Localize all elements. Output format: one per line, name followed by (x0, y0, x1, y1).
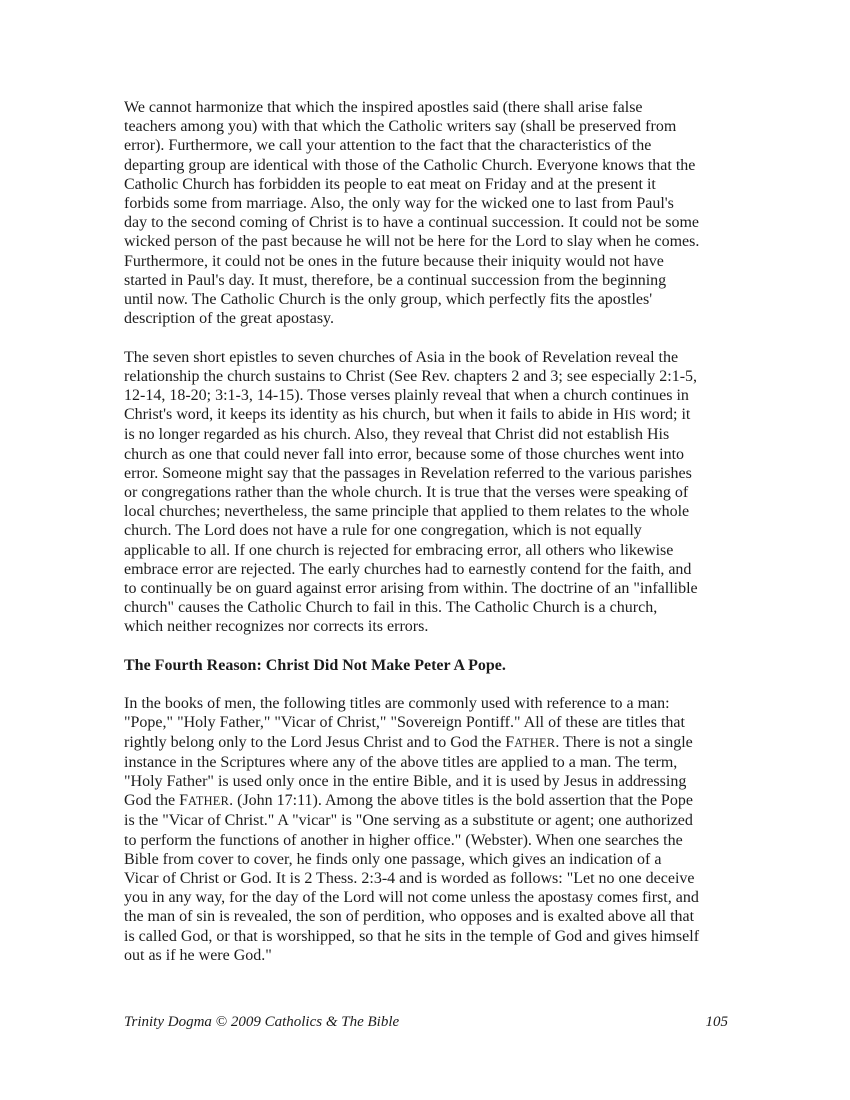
text-line: you in any way, for the day of the Lord will not come unless the apostasy comes first, and (124, 889, 699, 907)
text-line: forbids some from marriage. Also, the only way for the wicked one to last from Paul's (124, 195, 674, 213)
text-line: departing group are identical with those of the Catholic Church. Everyone knows that the (124, 156, 696, 174)
text-line: is called God, or that is worshipped, so that he sits in the temple of God and gives himself (124, 927, 700, 945)
small-caps-text: IS (624, 408, 637, 423)
text-line: local churches; nevertheless, the same principle that applied to them relates to the whole (124, 503, 690, 521)
paragraph-1 (124, 98, 730, 328)
text-line: wicked person of the past because he will not be here for the Lord to slay when he comes. (124, 233, 700, 251)
text-line: error. Someone might say that the passages in Revelation referred to the various parishes (124, 464, 692, 482)
footer-page-number: 105 (705, 1014, 728, 1030)
text-line: The seven short epistles to seven churches of Asia in the book of Revelation reveal the (124, 348, 679, 366)
text-line: day to the second coming of Christ is to have a continual succession. It could not be some (124, 214, 699, 232)
text-line: "Holy Father" is used only once in the entire Bible, and it is used by Jesus in addressing (124, 773, 687, 791)
text-line: "Pope," "Holy Father," "Vicar of Christ," "Sovereign Pontiff." All of these are titles that (124, 714, 685, 732)
paragraph-3 (124, 694, 730, 965)
footer-book-title: Trinity Dogma © 2009 Catholics & The Bible (124, 1014, 400, 1030)
text-line: Christ's word, it keeps its identity as his church, but when it fails to abide in HIS word; it (124, 406, 691, 424)
text-line: to continually be on guard against error arising from within. The doctrine of an "infallible (124, 580, 698, 598)
text-line: God the FATHER. (John 17:11). Among the above titles is the bold assertion that the Pope (124, 792, 693, 810)
text-line: instance in the Scriptures where any of the above titles are applied to a man. The term, (124, 753, 678, 771)
text-line: relationship the church sustains to Christ (See Rev. chapters 2 and 3; see especially 2:1-5, (124, 367, 698, 385)
text-line: out as if he were God." (124, 946, 272, 964)
text-line: church as one that could never fall into error, because some of those churches went into (124, 445, 685, 463)
text-line: We cannot harmonize that which the inspired apostles said (there shall arise false (124, 99, 643, 116)
text-line: started in Paul's day. It must, therefore, be a continual succession from the beginning (124, 271, 667, 289)
text-line: Bible from cover to cover, he finds only one passage, which gives an indication of a (124, 850, 662, 868)
text-line: teachers among you) with that which the Catholic writers say (shall be preserved from (124, 118, 677, 136)
text-line: church. The Lord does not have a rule for one congregation, which is not equally (124, 522, 642, 540)
text-line: until now. The Catholic Church is the only group, which perfectly fits the apostles' (124, 291, 653, 309)
page-footer (124, 1013, 728, 1031)
text-line: which neither recognizes nor corrects its errors. (124, 618, 429, 636)
section-heading: The Fourth Reason: Christ Did Not Make Peter A Pope. (124, 656, 506, 674)
text-line: Vicar of Christ or God. It is 2 Thess. 2:3-4 and is worded as follows: "Let no one deceive (124, 870, 695, 888)
text-line: 12-14, 18-20; 3:1-3, 14-15). Those verses plainly reveal that when a church continues in (124, 387, 689, 405)
text-line: In the books of men, the following titles are commonly used with reference to a man: (124, 695, 670, 713)
text-line: is the "Vicar of Christ." A "vicar" is "One serving as a substitute or agent; one authorized (124, 812, 693, 830)
text-line: Furthermore, it could not be ones in the future because their iniquity would not have (124, 252, 664, 270)
text-line: error). Furthermore, we call your attention to the fact that the characteristics of the (124, 137, 652, 155)
text-line: embrace error are rejected. The early churches had to earnestly contend for the faith, and (124, 560, 692, 578)
page-content (124, 98, 730, 984)
text-line: Catholic Church has forbidden its people to eat meat on Friday and at the present it (124, 175, 656, 193)
text-line: applicable to all. If one church is rejected for embracing error, all others who likewise (124, 541, 674, 559)
text-line: or congregations rather than the whole church. It is true that the verses were speaking of (124, 484, 689, 502)
paragraph-2 (124, 348, 730, 637)
text-line: to perform the functions of another in higher office." (Webster). When one searches the (124, 831, 683, 849)
text-line: rightly belong only to the Lord Jesus Christ and to God the FATHER. There is not a single (124, 733, 693, 751)
text-line: description of the great apostasy. (124, 310, 335, 328)
text-line: is no longer regarded as his church. Also, they reveal that Christ did not establish His (124, 426, 670, 444)
text-line: the man of sin is revealed, the son of perdition, who opposes and is exalted above all that (124, 908, 695, 926)
text-line: church" causes the Catholic Church to fail in this. The Catholic Church is a church, (124, 599, 658, 617)
small-caps-text: ATHER (514, 735, 556, 750)
small-caps-text: ATHER (188, 794, 230, 809)
